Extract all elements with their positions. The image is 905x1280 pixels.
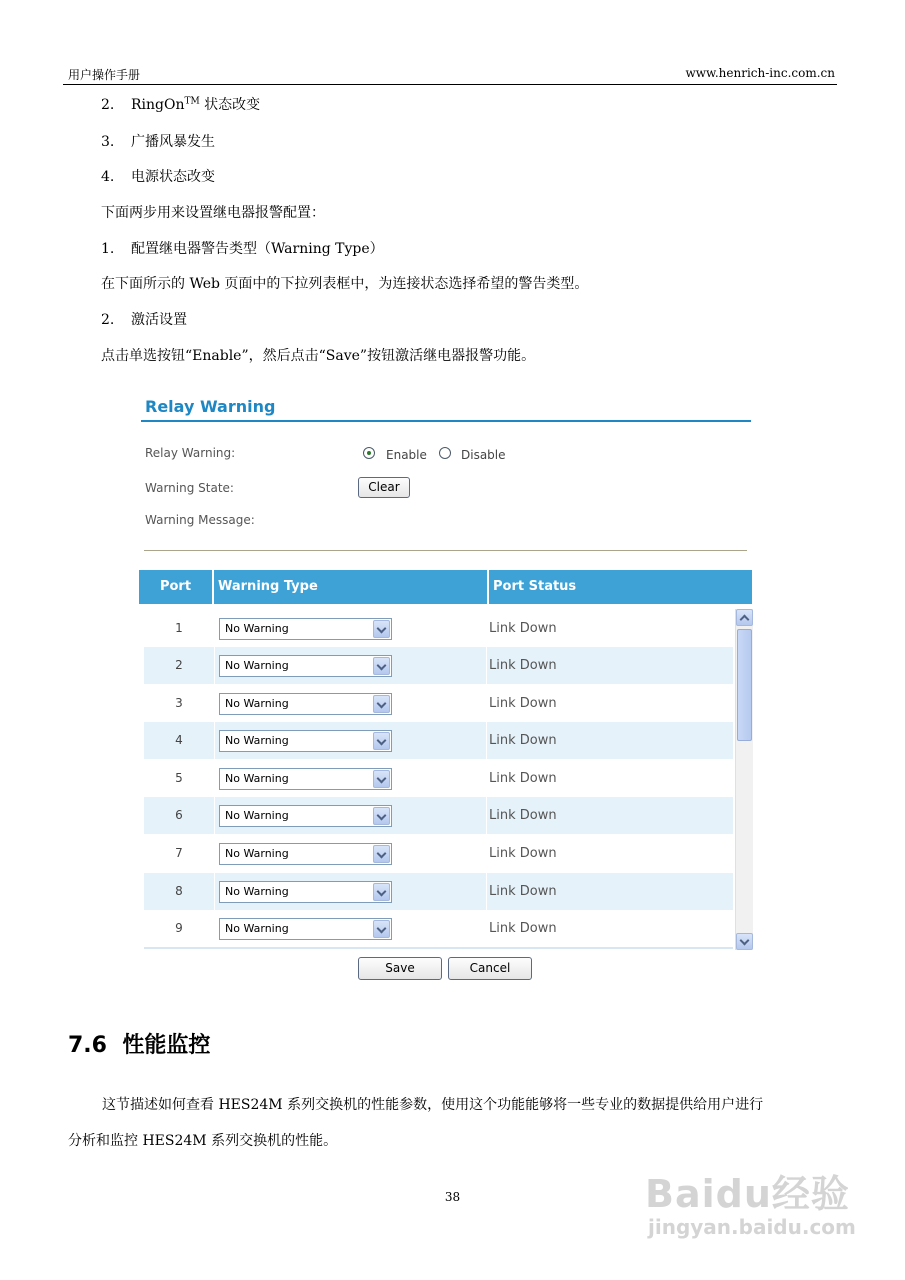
warning-type-select[interactable] <box>219 918 392 940</box>
watermark-brand: Baidu <box>645 1172 772 1216</box>
chevron-down-icon[interactable] <box>373 732 390 750</box>
list-text: RingOn <box>131 97 185 113</box>
step-text: 激活设置 <box>131 312 187 328</box>
port-cell: 5 <box>175 771 183 785</box>
watermark-url: jingyan.baidu.com <box>648 1215 856 1239</box>
port-cell: 9 <box>175 921 183 935</box>
table-scrollbar[interactable] <box>735 609 753 950</box>
title-rule <box>141 420 751 422</box>
table-row <box>144 722 733 759</box>
select-value: No Warning <box>225 734 289 747</box>
warning-type-select[interactable] <box>219 768 392 790</box>
port-status-cell: Link Down <box>489 808 557 823</box>
port-cell: 4 <box>175 733 183 747</box>
clear-button[interactable]: Clear <box>358 477 410 498</box>
table-row <box>144 797 733 834</box>
list-text-rest: 状态改变 <box>199 97 261 113</box>
header-rule <box>63 84 837 85</box>
scroll-up-icon[interactable] <box>736 609 753 626</box>
steps-intro: 下面两步用来设置继电器报警配置： <box>101 205 325 221</box>
warning-type-select[interactable] <box>219 805 392 827</box>
warning-type-select[interactable] <box>219 655 392 677</box>
warning-type-select[interactable] <box>219 843 392 865</box>
port-status-cell: Link Down <box>489 921 557 936</box>
list-number: 3. <box>101 134 115 150</box>
divider <box>144 550 747 551</box>
table-header <box>139 570 752 604</box>
chevron-down-icon[interactable] <box>373 695 390 713</box>
step-2-desc: 点击单选按钮“Enable”，然后点击“Save”按钮激活继电器报警功能。 <box>101 348 536 364</box>
disable-label[interactable]: Disable <box>461 448 506 462</box>
header-separator <box>487 570 489 604</box>
list-number: 2. <box>101 97 115 113</box>
header-left: 用户操作手册 <box>68 68 141 82</box>
select-value: No Warning <box>225 885 289 898</box>
chevron-down-icon[interactable] <box>373 657 390 675</box>
port-cell: 1 <box>175 621 183 635</box>
port-status-cell: Link Down <box>489 771 557 786</box>
step-number: 1. <box>101 241 115 257</box>
select-value: No Warning <box>225 847 289 860</box>
warning-type-select[interactable] <box>219 693 392 715</box>
select-value: No Warning <box>225 622 289 635</box>
watermark-logo <box>645 1163 850 1218</box>
port-cell: 2 <box>175 658 183 672</box>
column-separator <box>486 610 487 947</box>
section-paragraph-line-1: 这节描述如何查看 HES24M 系列交换机的性能参数，使用这个功能能够将一些专业的数据提供给用户进行 <box>102 1097 764 1113</box>
chevron-down-icon[interactable] <box>373 920 390 938</box>
col-port: Port <box>159 579 192 594</box>
table-row <box>144 610 733 647</box>
port-cell: 8 <box>175 884 183 898</box>
port-status-cell: Link Down <box>489 658 557 673</box>
chevron-down-icon[interactable] <box>373 883 390 901</box>
section-paragraph-line-2: 分析和监控 HES24M 系列交换机的性能。 <box>68 1133 338 1149</box>
column-separator <box>214 610 215 947</box>
warning-type-select[interactable] <box>219 881 392 903</box>
save-button[interactable]: Save <box>358 957 442 980</box>
table-bottom-edge <box>144 947 733 949</box>
enable-label[interactable]: Enable <box>386 448 427 462</box>
table-row <box>144 910 733 947</box>
select-value: No Warning <box>225 772 289 785</box>
warning-type-select[interactable] <box>219 618 392 640</box>
col-port-status: Port Status <box>493 579 577 594</box>
chevron-down-icon[interactable] <box>373 770 390 788</box>
page-number: 38 <box>444 1190 461 1204</box>
step-number: 2. <box>101 312 115 328</box>
port-status-cell: Link Down <box>489 846 557 861</box>
select-value: No Warning <box>225 809 289 822</box>
warning-state-label: Warning State: <box>145 481 234 495</box>
port-cell: 3 <box>175 696 183 710</box>
chevron-down-icon[interactable] <box>373 845 390 863</box>
table-row <box>144 835 733 872</box>
section-title: 性能监控 <box>122 1033 211 1058</box>
step-1 <box>101 238 384 258</box>
col-warning-type: Warning Type <box>218 579 318 594</box>
watermark-cn: 经验 <box>771 1172 850 1216</box>
warning-type-select[interactable] <box>219 730 392 752</box>
panel-title: Relay Warning <box>145 397 276 416</box>
port-status-cell: Link Down <box>489 696 557 711</box>
port-status-cell: Link Down <box>489 621 557 636</box>
list-item-2 <box>101 94 260 114</box>
list-number: 4. <box>101 169 115 185</box>
relay-warning-label: Relay Warning: <box>145 446 236 460</box>
trademark-sup: TM <box>184 96 200 107</box>
step-2 <box>101 309 187 329</box>
scroll-down-icon[interactable] <box>736 933 753 950</box>
table-row <box>144 760 733 797</box>
warning-message-label: Warning Message: <box>145 513 255 527</box>
section-number: 7.6 <box>68 1033 107 1058</box>
select-value: No Warning <box>225 697 289 710</box>
step-1-desc: 在下面所示的 Web 页面中的下拉列表框中，为连接状态选择希望的警告类型。 <box>101 276 589 292</box>
port-status-cell: Link Down <box>489 884 557 899</box>
scroll-thumb[interactable] <box>737 629 752 741</box>
section-heading <box>68 1028 210 1059</box>
select-value: No Warning <box>225 659 289 672</box>
port-cell: 7 <box>175 846 183 860</box>
step-text: 配置继电器警告类型（Warning Type） <box>131 241 384 257</box>
chevron-down-icon[interactable] <box>373 620 390 638</box>
port-status-cell: Link Down <box>489 733 557 748</box>
table-row <box>144 873 733 910</box>
list-text: 电源状态改变 <box>131 169 215 185</box>
table-row <box>144 685 733 722</box>
disable-radio[interactable] <box>439 447 451 459</box>
enable-radio[interactable] <box>363 447 375 459</box>
header-right: www.henrich-inc.com.cn <box>685 66 835 80</box>
select-value: No Warning <box>225 922 289 935</box>
chevron-down-icon[interactable] <box>373 807 390 825</box>
header-separator <box>212 570 214 604</box>
cancel-button[interactable]: Cancel <box>448 957 532 980</box>
list-text: 广播风暴发生 <box>131 134 215 150</box>
list-item-4 <box>101 166 215 186</box>
port-cell: 6 <box>175 808 183 822</box>
table-row <box>144 647 733 684</box>
list-item-3 <box>101 131 215 151</box>
